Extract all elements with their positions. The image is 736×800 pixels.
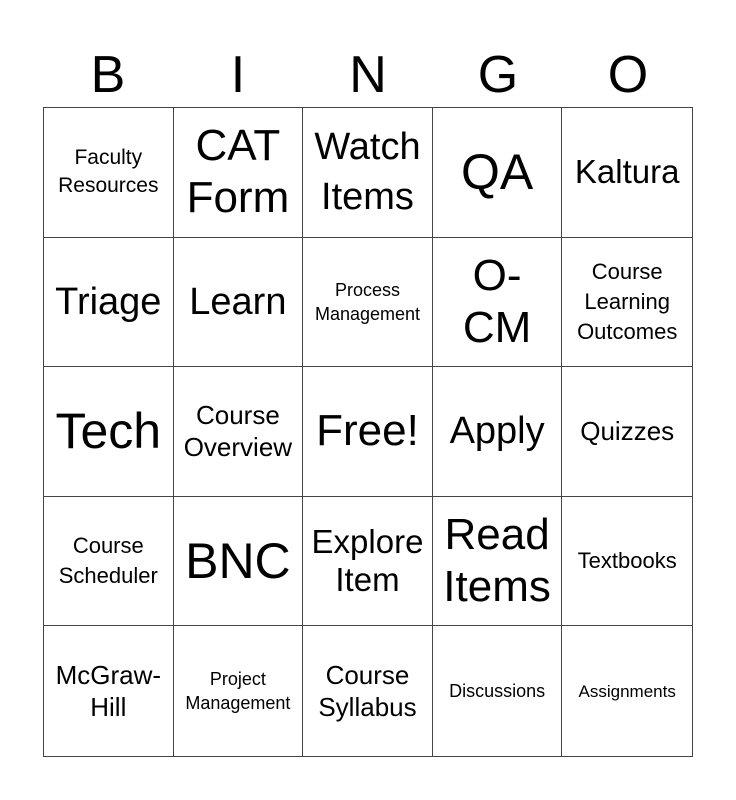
bingo-cell[interactable] xyxy=(303,238,433,368)
header-letter-o: O xyxy=(607,46,649,104)
cell-label: Textbooks xyxy=(577,548,677,574)
bingo-cell[interactable] xyxy=(562,238,692,368)
bingo-cell[interactable] xyxy=(174,497,304,627)
bingo-cell[interactable] xyxy=(562,497,692,627)
bingo-cell[interactable] xyxy=(174,238,304,368)
bingo-cell[interactable] xyxy=(562,367,692,497)
bingo-cell[interactable] xyxy=(174,626,304,756)
cell-label: Kaltura xyxy=(574,153,680,191)
cell-label: Project Management xyxy=(185,669,291,714)
bingo-cell[interactable] xyxy=(433,367,563,497)
cell-label: Faculty Resources xyxy=(58,146,159,198)
cell-label: Tech xyxy=(55,403,162,460)
bingo-header xyxy=(43,42,693,108)
cell-label: Assignments xyxy=(578,681,676,701)
bingo-cell[interactable] xyxy=(44,497,174,627)
cell-label: Watch Items xyxy=(314,126,421,219)
bingo-cell[interactable] xyxy=(433,238,563,368)
cell-label: McGraw- Hill xyxy=(55,660,162,723)
cell-label: Process Management xyxy=(314,279,421,324)
cell-label: Apply xyxy=(449,410,545,453)
bingo-board xyxy=(43,107,693,757)
cell-label: Read Items xyxy=(443,510,551,612)
bingo-cell[interactable] xyxy=(562,626,692,756)
bingo-cell[interactable] xyxy=(433,497,563,627)
cell-label: Triage xyxy=(55,280,162,323)
cell-label: Quizzes xyxy=(580,416,675,447)
bingo-cell free-space[interactable] xyxy=(303,367,433,497)
header-letter-n: N xyxy=(349,46,387,104)
cell-label: QA xyxy=(460,144,534,201)
bingo-cell[interactable] xyxy=(44,626,174,756)
cell-label: Course Syllabus xyxy=(318,660,417,723)
bingo-cell[interactable] xyxy=(303,626,433,756)
bingo-cell[interactable] xyxy=(44,238,174,368)
cell-label: Explore Item xyxy=(311,523,424,599)
header-letter-i: I xyxy=(230,46,246,104)
cell-label: Discussions xyxy=(449,681,546,702)
header-letter-b: B xyxy=(90,46,126,104)
bingo-cell[interactable] xyxy=(174,108,304,238)
bingo-cell[interactable] xyxy=(562,108,692,238)
bingo-cell[interactable] xyxy=(44,108,174,238)
cell-label: Learn xyxy=(189,280,287,323)
cell-label: O- CM xyxy=(462,250,532,352)
bingo-cell[interactable] xyxy=(303,497,433,627)
cell-label: BNC xyxy=(185,533,291,590)
bingo-cell[interactable] xyxy=(433,108,563,238)
bingo-cell[interactable] xyxy=(44,367,174,497)
cell-label: CAT Form xyxy=(186,121,290,223)
cell-label: Course Scheduler xyxy=(58,533,158,589)
bingo-cell[interactable] xyxy=(303,108,433,238)
bingo-cell[interactable] xyxy=(174,367,304,497)
header-letter-g: G xyxy=(477,46,519,104)
bingo-cell[interactable] xyxy=(433,626,563,756)
cell-label: Course Learning Outcomes xyxy=(577,258,678,344)
free-space-label: Free! xyxy=(316,406,419,456)
cell-label: Course Overview xyxy=(183,400,293,463)
